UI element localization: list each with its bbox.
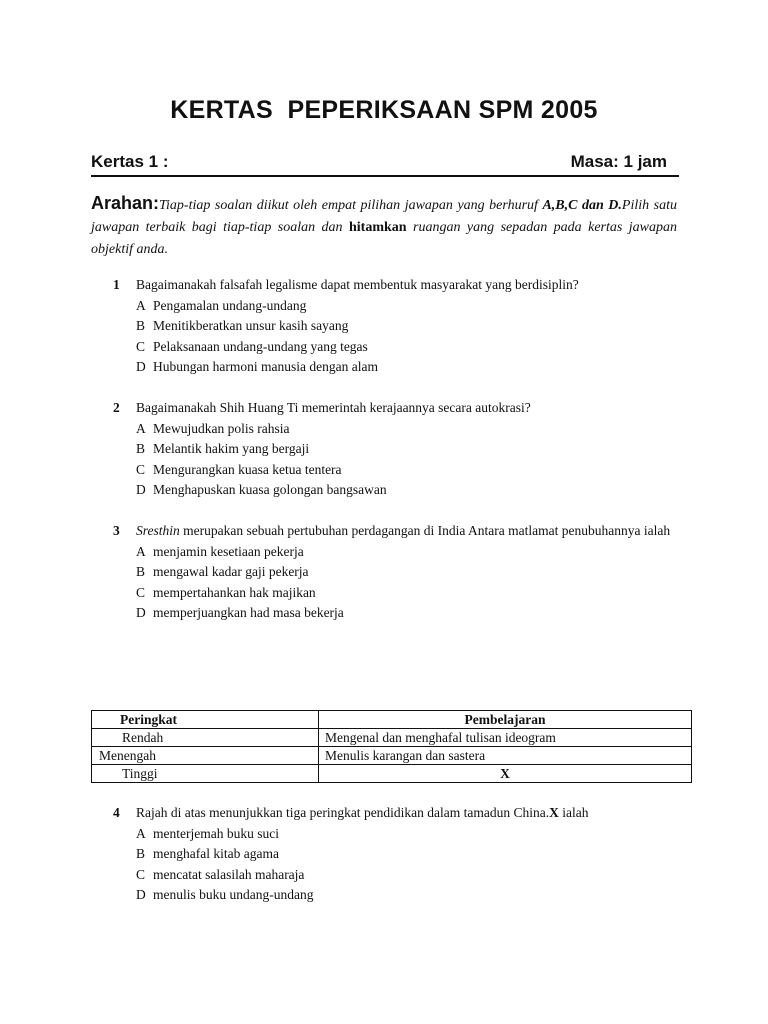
option-d[interactable]: D menulis buku undang-undang <box>136 887 314 902</box>
table-cell: Menulis karangan dan sastera <box>319 747 692 765</box>
paper-number: Kertas 1 : <box>91 152 169 171</box>
question-1 <box>113 275 679 378</box>
instructions-text-2: Pilih satu jawapan terbaik bagi tiap-tiap soalan dan <box>91 198 677 235</box>
option-c[interactable]: C mencatat salasilah maharaja <box>136 866 305 882</box>
instructions-text-3: ruangan yang sepadan pada kertas jawapan objektif anda. <box>91 220 678 257</box>
table-cell: Menengah <box>92 747 319 765</box>
instructions-letters: A,B,C dan D. <box>542 198 622 213</box>
instructions-text-1: Tiap-tiap soalan diikut oleh empat pilihan jawapan yang berhuruf <box>159 198 543 213</box>
question-3 <box>113 521 679 624</box>
question-2 <box>113 398 679 501</box>
table-row <box>92 729 692 747</box>
table-row <box>92 765 692 783</box>
table-row <box>92 747 692 765</box>
table-cell: Tinggi <box>92 765 319 783</box>
question-stem-italic: Sresthin <box>136 523 180 538</box>
paper-info <box>91 152 679 174</box>
question-4 <box>113 803 679 906</box>
table-header: Pembelajaran <box>319 711 692 729</box>
question-number: 4 <box>113 805 120 820</box>
education-levels-table <box>91 710 692 783</box>
instructions <box>91 192 677 261</box>
table-cell: X <box>319 765 692 783</box>
question-number: 2 <box>113 400 120 415</box>
option-d[interactable]: D Hubungan harmoni manusia dengan alam <box>136 359 378 374</box>
option-c[interactable]: C mempertahankan hak majikan <box>136 584 316 600</box>
option-d[interactable]: D Menghapuskan kuasa golongan bangsawan <box>136 482 387 497</box>
header-divider <box>91 175 679 177</box>
question-stem: Sresthin merupakan sebuah pertubuhan perdagangan di India Antara matlamat penubuhannya ialah <box>136 523 671 538</box>
option-a[interactable]: A menjamin kesetiaan pekerja <box>136 543 304 559</box>
page-title: KERTAS PEPERIKSAAN SPM 2005 <box>170 96 598 124</box>
question-number: 3 <box>113 523 120 538</box>
paper-duration: Masa: 1 jam <box>570 152 667 171</box>
question-stem-bold: X <box>549 805 559 820</box>
option-a[interactable]: A Pengamalan undang-undang <box>136 297 307 313</box>
option-c[interactable]: C Pelaksanaan undang-undang yang tegas <box>136 338 368 354</box>
question-stem: Bagaimanakah Shih Huang Ti memerintah kerajaannya secara autokrasi? <box>136 400 531 415</box>
instructions-bold-word: hitamkan <box>349 220 407 235</box>
option-c[interactable]: C Mengurangkan kuasa ketua tentera <box>136 461 342 477</box>
option-b[interactable]: B menghafal kitab agama <box>136 846 279 861</box>
table-header-row <box>92 711 692 729</box>
option-a[interactable]: A menterjemah buku suci <box>136 825 279 841</box>
option-a[interactable]: A Mewujudkan polis rahsia <box>136 420 290 436</box>
option-d[interactable]: D memperjuangkan had masa bekerja <box>136 605 344 620</box>
table-cell: Mengenal dan menghafal tulisan ideogram <box>319 729 692 747</box>
instructions-label: Arahan: <box>91 193 160 213</box>
question-stem: Bagaimanakah falsafah legalisme dapat membentuk masyarakat yang berdisiplin? <box>136 277 579 292</box>
table-cell: Rendah <box>92 729 319 747</box>
question-number: 1 <box>113 277 120 292</box>
option-b[interactable]: B Melantik hakim yang bergaji <box>136 441 310 456</box>
question-stem: Rajah di atas menunjukkan tiga peringkat pendidikan dalam tamadun China.X ialah <box>136 805 589 820</box>
table-header: Peringkat <box>92 711 319 729</box>
option-b[interactable]: B Menitikberatkan unsur kasih sayang <box>136 318 349 333</box>
option-b[interactable]: B mengawal kadar gaji pekerja <box>136 564 309 579</box>
